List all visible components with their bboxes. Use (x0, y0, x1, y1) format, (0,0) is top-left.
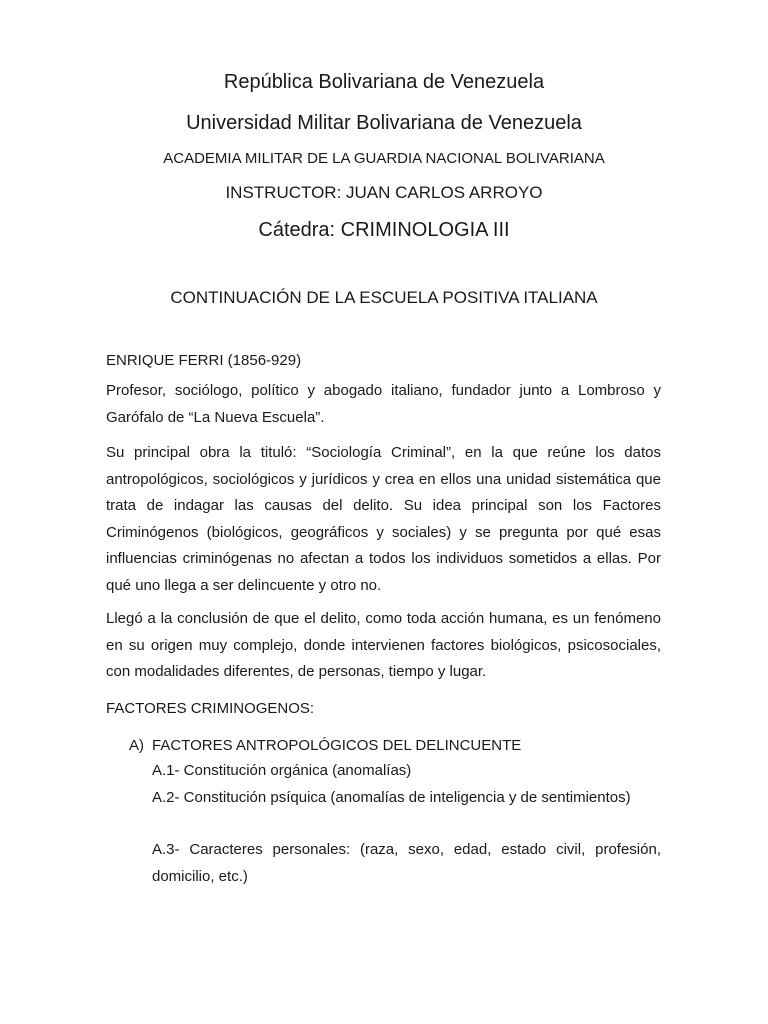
author-heading: ENRIQUE FERRI (1856-929) (106, 352, 302, 369)
list-item: A.3- Caracteres personales: (raza, sexo, edad, estado civil, profesión, domicilio, etc.) (152, 841, 661, 885)
factores-heading: FACTORES CRIMINOGENOS: (106, 700, 315, 717)
list-item: A.1- Constitución orgánica (anomalías) (152, 762, 412, 779)
paragraph-intro: Profesor, sociólogo, político y abogado italiano, fundador junto a Lombroso y Garófalo de “La Nueva Escuela”. (106, 382, 661, 426)
header-university: Universidad Militar Bolivariana de Venezuela (186, 112, 582, 134)
header-catedra: Cátedra: CRIMINOLOGIA III (258, 219, 510, 241)
list-item: A.2- Constitución psíquica (anomalías de inteligencia y de sentimientos) (152, 789, 631, 806)
section-title: CONTINUACIÓN DE LA ESCUELA POSITIVA ITALIANA (170, 288, 598, 307)
header-country: República Bolivariana de Venezuela (223, 71, 545, 93)
paragraph-obra: Su principal obra la tituló: “Sociología Criminal”, en la que reúne los datos antropológicos, sociológicos y jurídicos y crea en ellos una unidad sistemática que trata de indagar las causas del delito. Su idea principal son los Factores Criminógenos (biológicos, geográficos y sociales) y se pregunta por qué esas influencias criminógenas no afectan a todos los individuos sometidos a ellas. Por qué uno llega a ser delincuente y otro no. (106, 444, 661, 594)
header-instructor: INSTRUCTOR: JUAN CARLOS ARROYO (225, 183, 543, 202)
header-academy: ACADEMIA MILITAR DE LA GUARDIA NACIONAL BOLIVARIANA (163, 150, 605, 167)
paragraph-conclusion: Llegó a la conclusión de que el delito, como toda acción humana, es un fenómeno en su origen muy complejo, donde intervienen factores biológicos, psicosociales, con modalidades diferentes, de personas, tiempo y lugar. (106, 610, 661, 680)
list-title: FACTORES ANTROPOLÓGICOS DEL DELINCUENTE (152, 737, 522, 754)
list-marker: A) (129, 737, 144, 754)
